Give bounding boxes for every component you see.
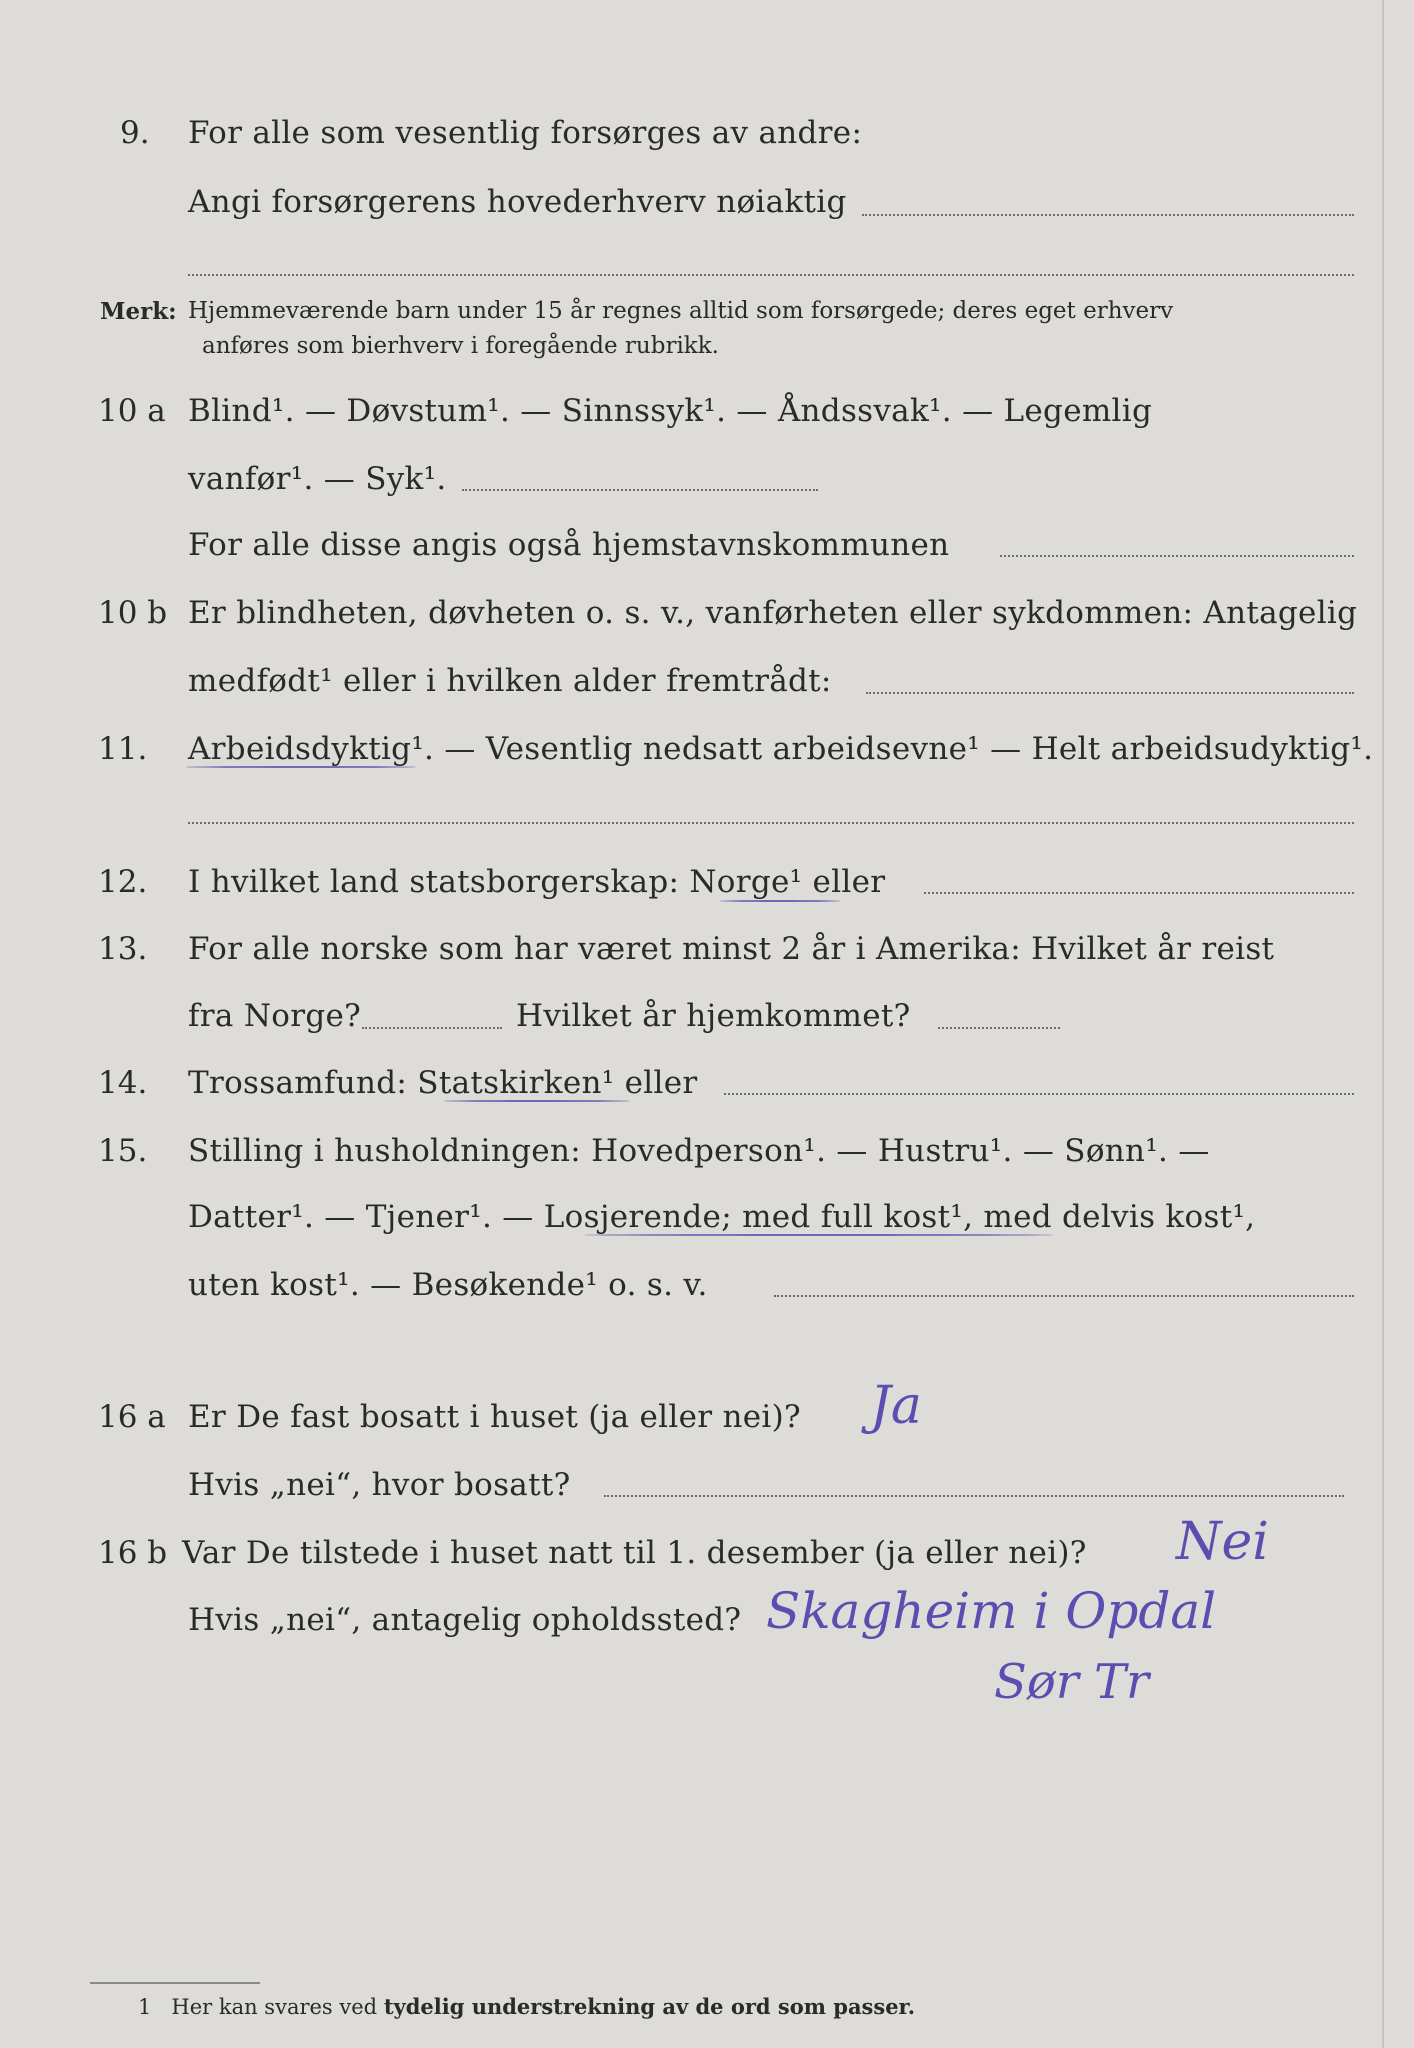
item-10a-line1: Blind¹. — Døvstum¹. — Sinnssyk¹. — Åndssvak¹. — Legemlig <box>188 393 1153 429</box>
item-16a-line1: Er De fast bosatt i huset (ja eller nei)? <box>188 1399 801 1435</box>
item-9-answer-line-2 <box>188 274 1354 276</box>
merk-line2: anføres som bierhverv i foregående rubrikk. <box>202 333 719 359</box>
item-16a-number: 16 a <box>98 1399 166 1435</box>
item-13-line2a: fra Norge? <box>188 998 362 1034</box>
item-9-line1: For alle som vesentlig forsørges av andre: <box>188 115 863 151</box>
handwritten-underline-arbeidsdyktig <box>186 766 416 768</box>
item-14-answer-line <box>724 1093 1354 1095</box>
footnote-bold-text: tydelig understrekning av de ord som passer. <box>383 1994 916 2019</box>
item-11-line1: Arbeidsdyktig¹. — Vesentlig nedsatt arbeidsevne¹ — Helt arbeidsudyktig¹. <box>188 731 1374 767</box>
item-15-line3: uten kost¹. — Besøkende¹ o. s. v. <box>188 1267 708 1303</box>
item-14-number: 14. <box>98 1065 148 1101</box>
item-15-line2: Datter¹. — Tjener¹. — Losjerende; med full kost¹, med delvis kost¹, <box>188 1199 1256 1235</box>
item-15-answer-line <box>774 1295 1354 1297</box>
item-10a-line2: vanfør¹. — Syk¹. <box>188 461 447 497</box>
item-9-answer-line <box>862 214 1354 216</box>
item-15-number: 15. <box>98 1133 148 1169</box>
handwritten-underline-losjerende <box>584 1234 1054 1236</box>
item-10a-home-line <box>1000 555 1354 557</box>
item-9-number: 9. <box>120 115 150 151</box>
handwritten-opholdssted: Skagheim i Opdal <box>766 1582 1217 1640</box>
item-13-number: 13. <box>98 931 148 967</box>
item-10b-answer-line <box>866 692 1354 694</box>
item-10b-line1: Er blindheten, døvheten o. s. v., vanførheten eller sykdommen: Antagelig <box>188 595 1358 631</box>
item-13-hjemkommet-line <box>938 1027 1060 1029</box>
handwritten-answer-16b: Nei <box>1176 1512 1269 1572</box>
merk-line1: Hjemmeværende barn under 15 år regnes alltid som forsørgede; deres eget erhverv <box>188 298 1174 324</box>
handwritten-underline-norge <box>720 900 840 902</box>
handwritten-opholdssted-region: Sør Tr <box>994 1654 1149 1710</box>
item-16b-line1: Var De tilstede i huset natt til 1. desember (ja eller nei)? <box>182 1535 1087 1571</box>
item-13-line2b: Hvilket år hjemkommet? <box>516 998 911 1034</box>
item-16b-line2: Hvis „nei“, antagelig opholdssted? <box>188 1602 742 1638</box>
footnote-text: Her kan svares ved <box>171 1995 378 2019</box>
item-11-number: 11. <box>98 731 148 767</box>
handwritten-answer-16a: Ja <box>870 1376 922 1436</box>
footnote-mark: 1 <box>138 1995 152 2019</box>
footnote-rule <box>90 1982 260 1984</box>
item-12-answer-line <box>924 892 1354 894</box>
item-10a-line3: For alle disse angis også hjemstavnskommunen <box>188 527 950 563</box>
item-10a-answer-line <box>462 489 818 491</box>
handwritten-underline-statskirken <box>444 1100 630 1102</box>
item-12-number: 12. <box>98 864 148 900</box>
item-13-reist-line <box>362 1027 502 1029</box>
item-10b-number: 10 b <box>98 595 168 631</box>
item-12-line1: I hvilket land statsborgerskap: Norge¹ eller <box>188 864 886 900</box>
item-10a-number: 10 a <box>98 393 166 429</box>
item-10b-line2: medfødt¹ eller i hvilken alder fremtrådt: <box>188 663 832 699</box>
item-16a-line2: Hvis „nei“, hvor bosatt? <box>188 1467 571 1503</box>
item-16b-number: 16 b <box>98 1535 168 1571</box>
merk-label: Merk: <box>100 298 177 325</box>
item-11-answer-line <box>188 822 1354 824</box>
item-9-line2: Angi forsørgerens hovederhverv nøiaktig <box>188 184 847 220</box>
item-13-line1: For alle norske som har været minst 2 år i Amerika: Hvilket år reist <box>188 931 1275 967</box>
item-16a-answer-line <box>604 1495 1344 1497</box>
page-edge-line <box>1382 0 1384 2048</box>
item-15-line1: Stilling i husholdningen: Hovedperson¹. — Hustru¹. — Sønn¹. — <box>188 1133 1210 1169</box>
item-14-line1: Trossamfund: Statskirken¹ eller <box>188 1065 698 1101</box>
